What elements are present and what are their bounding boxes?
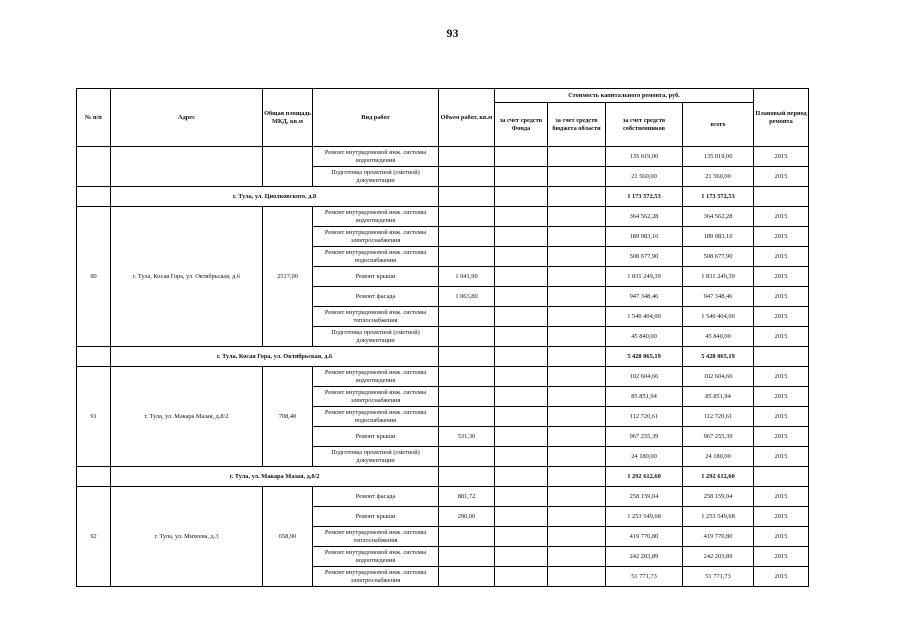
cell-owners: 1 540 404,00	[606, 307, 683, 327]
cell-volume: 531,30	[439, 427, 495, 447]
cell-fund	[495, 547, 548, 567]
cell-fund	[495, 147, 548, 167]
cell-fund	[495, 227, 548, 247]
cell-period: 2015	[754, 147, 809, 167]
cell-region	[548, 507, 606, 527]
header-total: всего	[683, 103, 754, 147]
cell-region	[548, 447, 606, 467]
cell-volume: 290,00	[439, 507, 495, 527]
cell-period: 2015	[754, 327, 809, 347]
cell-region	[548, 327, 606, 347]
cell-total: 102 604,66	[683, 367, 754, 387]
cell-region	[548, 167, 606, 187]
cell-num	[77, 187, 111, 207]
cell-fund	[495, 327, 548, 347]
cell-region	[548, 247, 606, 267]
cell-volume	[439, 227, 495, 247]
cell-owners: 85 851,94	[606, 387, 683, 407]
cell-volume	[439, 547, 495, 567]
cell-work: Ремонт внутридомовой инж. системы водоотведения	[313, 367, 439, 387]
cell-address	[111, 147, 263, 187]
cell-work: Ремонт внутридомовой инж. системы электроснабжения	[313, 387, 439, 407]
cell-fund	[495, 567, 548, 587]
cell-period: 2015	[754, 447, 809, 467]
subtotal-owners: 5 428 065,19	[606, 347, 683, 367]
cell-period: 2015	[754, 427, 809, 447]
cell-owners: 947 348,46	[606, 287, 683, 307]
cell-total: 258 159,04	[683, 487, 754, 507]
cell-period: 2015	[754, 387, 809, 407]
cell-fund	[495, 267, 548, 287]
cell-owners: 21 560,00	[606, 167, 683, 187]
cell-work: Ремонт крыши	[313, 267, 439, 287]
cell-owners: 135 019,00	[606, 147, 683, 167]
cell-volume: 1 041,90	[439, 267, 495, 287]
cell-total: 508 677,90	[683, 247, 754, 267]
cell-fund	[495, 347, 548, 367]
cell-total: 242 203,89	[683, 547, 754, 567]
cell-owners: 24 180,00	[606, 447, 683, 467]
subtotal-owners: 1 173 572,53	[606, 187, 683, 207]
cell-fund	[495, 387, 548, 407]
cell-volume	[439, 567, 495, 587]
cell-total: 1 831 249,39	[683, 267, 754, 287]
table-row	[77, 487, 809, 507]
cell-period: 2015	[754, 267, 809, 287]
cell-fund	[495, 207, 548, 227]
capital-repair-table-container	[76, 88, 808, 584]
cell-region	[548, 207, 606, 227]
subtotal-label: г. Тула, ул. Макара Мазая, д.8/2	[111, 467, 439, 487]
cell-work: Ремонт внутридомовой инж. системы водоснабжения	[313, 407, 439, 427]
cell-fund	[495, 427, 548, 447]
cell-owners: 1 831 249,39	[606, 267, 683, 287]
cell-work: Ремонт внутридомовой инж. системы электроснабжения	[313, 567, 439, 587]
cell-owners: 364 562,28	[606, 207, 683, 227]
cell-volume	[439, 387, 495, 407]
cell-volume	[439, 367, 495, 387]
cell-volume	[439, 147, 495, 167]
header-owners: за счет средств собственников	[606, 103, 683, 147]
cell-num: 90	[77, 207, 111, 347]
cell-volume: 1 063,80	[439, 287, 495, 307]
cell-address: г. Тула, ул. Макара Мазая, д.8/2	[111, 367, 263, 467]
cell-work: Ремонт внутридомовой инж. системы водоотведения	[313, 547, 439, 567]
subtotal-total: 5 428 065,19	[683, 347, 754, 367]
cell-region	[548, 547, 606, 567]
subtotal-total: 1 292 612,60	[683, 467, 754, 487]
cell-region	[548, 267, 606, 287]
cell-num	[77, 147, 111, 187]
subtotal-row	[77, 187, 809, 207]
cell-owners: 419 770,80	[606, 527, 683, 547]
cell-fund	[495, 167, 548, 187]
cell-period	[754, 347, 809, 367]
cell-period: 2015	[754, 207, 809, 227]
cell-work: Ремонт фасада	[313, 287, 439, 307]
cell-owners: 258 159,04	[606, 487, 683, 507]
cell-area	[263, 147, 313, 187]
cell-volume	[439, 347, 495, 367]
cell-period: 2015	[754, 167, 809, 187]
cell-period	[754, 467, 809, 487]
cell-total: 947 348,46	[683, 287, 754, 307]
cell-owners: 51 771,73	[606, 567, 683, 587]
table-body	[77, 147, 809, 587]
table-row	[77, 207, 809, 227]
cell-fund	[495, 187, 548, 207]
cell-region	[548, 227, 606, 247]
cell-period: 2015	[754, 227, 809, 247]
header-cost-group: Стоимость капитального ремонта, руб.	[495, 89, 754, 103]
cell-total: 1 253 549,68	[683, 507, 754, 527]
cell-volume	[439, 467, 495, 487]
cell-work: Подготовка проектной (сметной) документации	[313, 167, 439, 187]
cell-fund	[495, 367, 548, 387]
table-row	[77, 147, 809, 167]
cell-fund	[495, 307, 548, 327]
cell-period: 2015	[754, 407, 809, 427]
cell-work: Ремонт крыши	[313, 507, 439, 527]
cell-owners: 967 255,39	[606, 427, 683, 447]
cell-total: 85 851,94	[683, 387, 754, 407]
cell-total: 364 562,28	[683, 207, 754, 227]
table-row	[77, 367, 809, 387]
header-fund: за счет средств Фонда	[495, 103, 548, 147]
subtotal-row	[77, 467, 809, 487]
cell-period: 2015	[754, 567, 809, 587]
cell-work: Ремонт крыши	[313, 427, 439, 447]
cell-region	[548, 467, 606, 487]
cell-area: 708,40	[263, 367, 313, 467]
cell-fund	[495, 507, 548, 527]
cell-region	[548, 567, 606, 587]
subtotal-owners: 1 292 612,60	[606, 467, 683, 487]
cell-volume	[439, 447, 495, 467]
cell-num	[77, 347, 111, 367]
page-number: 93	[446, 26, 459, 40]
cell-fund	[495, 287, 548, 307]
header-area: Общая площадь МКД, кв.м	[263, 89, 313, 147]
cell-volume: 881,72	[439, 487, 495, 507]
cell-period: 2015	[754, 507, 809, 527]
cell-period: 2015	[754, 287, 809, 307]
cell-region	[548, 527, 606, 547]
cell-total: 967 255,39	[683, 427, 754, 447]
cell-owners: 102 604,66	[606, 367, 683, 387]
cell-owners: 45 840,00	[606, 327, 683, 347]
cell-work: Ремонт внутридомовой инж. системы водоснабжения	[313, 247, 439, 267]
capital-repair-table	[76, 88, 809, 587]
cell-total: 24 180,00	[683, 447, 754, 467]
cell-volume	[439, 407, 495, 427]
cell-owners: 189 983,16	[606, 227, 683, 247]
cell-owners: 242 203,89	[606, 547, 683, 567]
cell-work: Подготовка проектной (сметной) документации	[313, 447, 439, 467]
cell-period	[754, 187, 809, 207]
cell-volume	[439, 207, 495, 227]
cell-total: 419 770,80	[683, 527, 754, 547]
cell-region	[548, 407, 606, 427]
cell-period: 2015	[754, 247, 809, 267]
cell-period: 2015	[754, 307, 809, 327]
cell-area: 2517,00	[263, 207, 313, 347]
cell-total: 1 540 404,00	[683, 307, 754, 327]
cell-work: Ремонт внутридомовой инж. системы теплоснабжения	[313, 307, 439, 327]
header-period: Плановый период ремонта	[754, 89, 809, 147]
cell-region	[548, 287, 606, 307]
cell-fund	[495, 487, 548, 507]
cell-region	[548, 347, 606, 367]
cell-work: Ремонт внутридомовой инж. системы водоотведения	[313, 207, 439, 227]
cell-total: 51 771,73	[683, 567, 754, 587]
cell-work: Ремонт внутридомовой инж. системы водоотведения	[313, 147, 439, 167]
subtotal-row	[77, 347, 809, 367]
cell-fund	[495, 407, 548, 427]
cell-owners: 1 253 549,68	[606, 507, 683, 527]
cell-volume	[439, 327, 495, 347]
cell-region	[548, 147, 606, 167]
cell-volume	[439, 527, 495, 547]
cell-region	[548, 387, 606, 407]
cell-volume	[439, 187, 495, 207]
cell-period: 2015	[754, 547, 809, 567]
cell-fund	[495, 247, 548, 267]
header-region: за счет средств бюджета области	[548, 103, 606, 147]
cell-num	[77, 467, 111, 487]
cell-region	[548, 427, 606, 447]
cell-address: г. Тула, ул. Михеева, д.3	[111, 487, 263, 587]
subtotal-label: г. Тула, Косая Гора, ул. Октябрьская, д.6	[111, 347, 439, 367]
cell-work: Подготовка проектной (сметной) документации	[313, 327, 439, 347]
cell-fund	[495, 467, 548, 487]
header-volume: Объем работ, кв.м	[439, 89, 495, 147]
cell-address: г. Тула, Косая Гора, ул. Октябрьская, д.6	[111, 207, 263, 347]
cell-work: Ремонт фасада	[313, 487, 439, 507]
header-address: Адрес	[111, 89, 263, 147]
cell-region	[548, 187, 606, 207]
cell-period: 2015	[754, 487, 809, 507]
cell-total: 135 019,00	[683, 147, 754, 167]
cell-owners: 112 720,61	[606, 407, 683, 427]
cell-total: 45 840,00	[683, 327, 754, 347]
cell-volume	[439, 167, 495, 187]
cell-fund	[495, 527, 548, 547]
cell-total: 189 983,16	[683, 227, 754, 247]
cell-area: 658,90	[263, 487, 313, 587]
cell-num: 91	[77, 367, 111, 467]
cell-volume	[439, 307, 495, 327]
cell-fund	[495, 447, 548, 467]
cell-work: Ремонт внутридомовой инж. системы теплоснабжения	[313, 527, 439, 547]
cell-total: 21 560,00	[683, 167, 754, 187]
cell-region	[548, 307, 606, 327]
cell-owners: 508 677,90	[606, 247, 683, 267]
header-row-top	[77, 89, 809, 103]
header-work-type: Вид работ	[313, 89, 439, 147]
cell-num: 92	[77, 487, 111, 587]
cell-volume	[439, 247, 495, 267]
cell-region	[548, 367, 606, 387]
subtotal-label: г. Тула, ул. Циолковского, д.8	[111, 187, 439, 207]
header-num: № п/п	[77, 89, 111, 147]
cell-period: 2015	[754, 527, 809, 547]
cell-region	[548, 487, 606, 507]
cell-work: Ремонт внутридомовой инж. системы электроснабжения	[313, 227, 439, 247]
subtotal-total: 1 173 572,53	[683, 187, 754, 207]
cell-total: 112 720,61	[683, 407, 754, 427]
cell-period: 2015	[754, 367, 809, 387]
